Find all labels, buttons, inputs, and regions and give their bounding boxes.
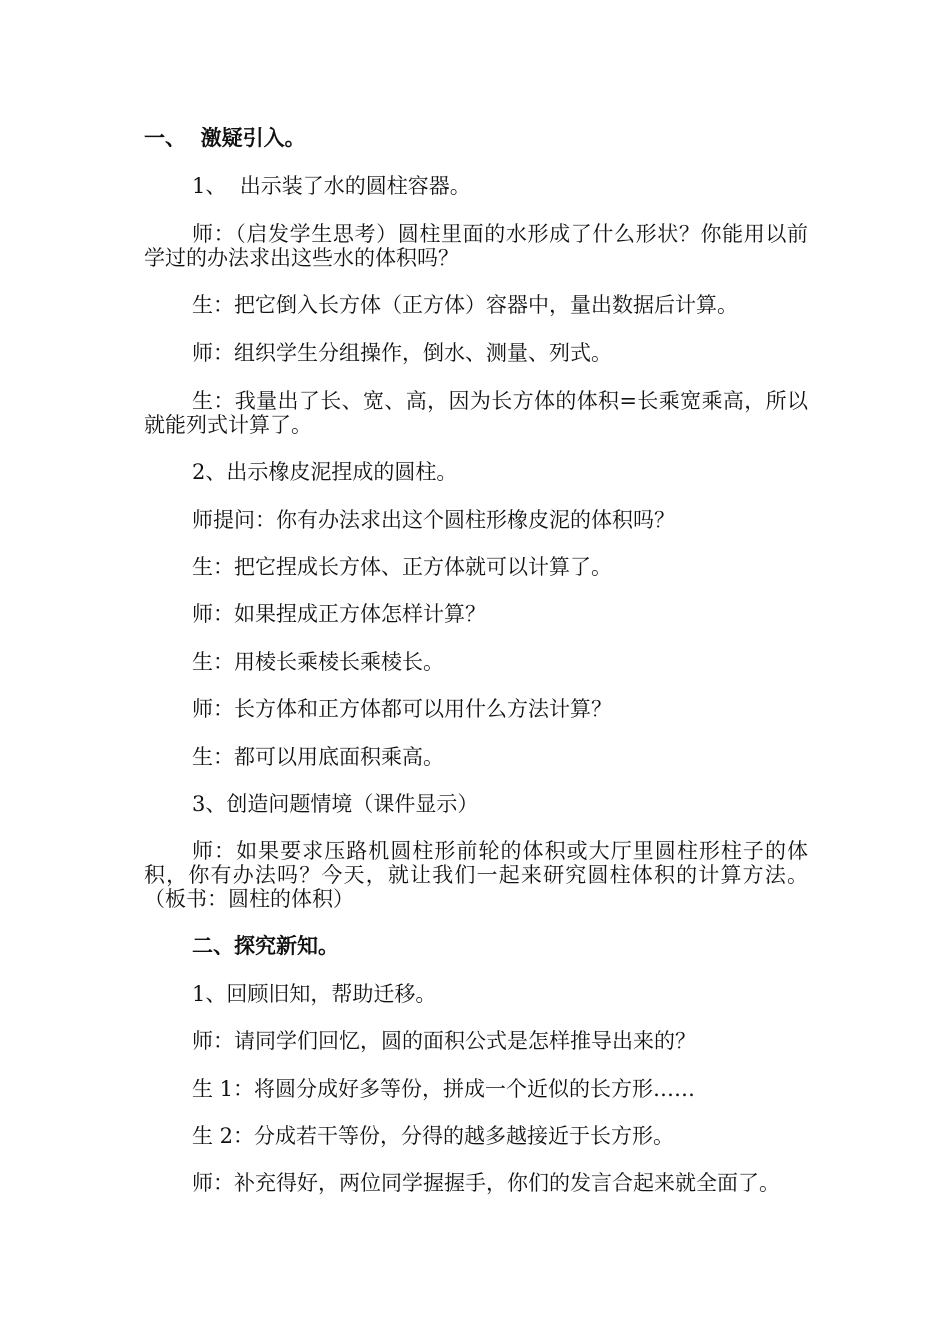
paragraph: 师：请同学们回忆，圆的面积公式是怎样推导出来的？ — [192, 1029, 696, 1053]
section-heading-2: 二、探究新知。 — [192, 933, 339, 958]
paragraph: 师：如果捏成正方体怎样计算？ — [192, 602, 486, 626]
paragraph: 生 1：将圆分成好多等份，拼成一个近似的长方形…… — [192, 1077, 696, 1101]
paragraph: 师：补充得好，两位同学握握手，你们的发言合起来就全面了。 — [192, 1171, 780, 1195]
paragraph: 生：都可以用底面积乘高。 — [192, 745, 444, 769]
paragraph: 生：把它倒入长方体（正方体）容器中，量出数据后计算。 — [192, 293, 738, 317]
paragraph: 师提问：你有办法求出这个圆柱形橡皮泥的体积吗？ — [192, 508, 675, 532]
paragraph: 生：把它捏成长方体、正方体就可以计算了。 — [192, 555, 612, 579]
section-heading-1: 一、 激疑引入。 — [144, 125, 306, 150]
paragraph: 3、创造问题情境（课件显示） — [192, 792, 479, 816]
paragraph: 1、回顾旧知，帮助迁移。 — [192, 982, 437, 1006]
paragraph: 2、出示橡皮泥捏成的圆柱。 — [192, 460, 458, 484]
paragraph: 师：如果要求压路机圆柱形前轮的体积或大厅里圆柱形柱子的体积，你有办法吗？今天，就让我们一起来研究圆柱体积的计算方法。 （板书：圆柱的体积） — [144, 839, 815, 911]
paragraph: 1、 出示装了水的圆柱容器。 — [192, 174, 471, 198]
paragraph: 生 2：分成若干等份，分得的越多越接近于长方形。 — [192, 1124, 675, 1148]
paragraph: 师：长方体和正方体都可以用什么方法计算？ — [192, 697, 612, 721]
paragraph: 师：（启发学生思考）圆柱里面的水形成了什么形状？你能用以前学过的办法求出这些水的体积吗？ — [144, 222, 808, 270]
paragraph: 生：我量出了长、宽、高，因为长方体的体积=长乘宽乘高，所以就能列式计算了。 — [144, 389, 808, 437]
paragraph: 生：用棱长乘棱长乘棱长。 — [192, 650, 444, 674]
paragraph: 师：组织学生分组操作，倒水、测量、列式。 — [192, 341, 612, 365]
